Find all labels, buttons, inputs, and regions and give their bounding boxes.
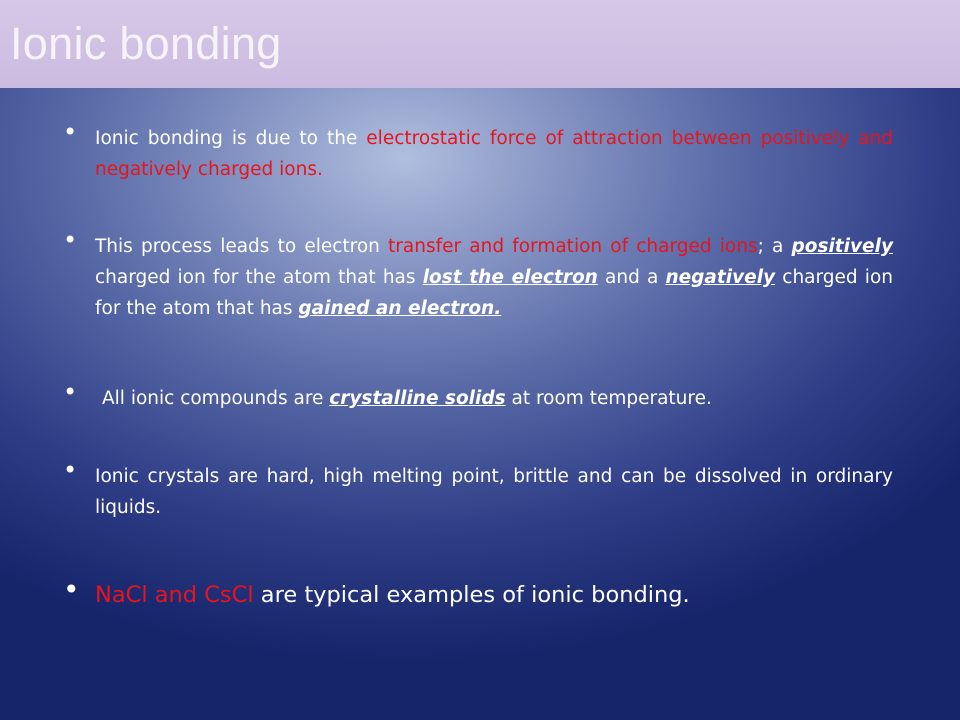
text-segment: . [316,159,323,180]
highlight-text: NaCl and CsCl [95,582,254,608]
slide-title: Ionic bonding [10,18,282,69]
emphasis-text: positively [791,236,893,257]
bullet-text [95,231,893,324]
emphasis-text: lost the electron [422,267,598,288]
text-segment: ; a [757,236,792,257]
bullet-text [102,383,900,414]
text-segment: are typical examples of ionic bonding. [253,582,690,608]
text-segment: This process leads to electron [95,236,389,257]
text-segment: at room temperature. [505,388,712,409]
text-segment: Ionic crystals are hard, high melting point, brittle and can be dissolved in ordinary liquids. [95,466,893,518]
text-segment: and a [597,267,666,288]
bullet-text [95,461,893,523]
bullet-dot-icon: • [63,118,78,146]
text-segment: charged ion for the atom that has [95,267,893,319]
emphasis-text: negatively [665,267,776,288]
bullet-dot-icon: • [63,378,78,406]
highlight-text: transfer and formation of charged ions [388,236,758,257]
emphasis-text: crystalline solids [329,388,506,409]
text-segment: All ionic compounds are [102,388,330,409]
bullet-dot-icon: • [63,456,78,484]
title-bar [0,0,960,88]
bullet-text [95,578,893,612]
text-segment: Ionic bonding is due to the [95,128,367,149]
text-segment: charged ion for the atom that has [95,267,423,288]
emphasis-text: gained an electron. [298,298,502,319]
bullet-text [95,123,893,185]
bullet-dot-icon: • [63,226,78,254]
highlight-text: electrostatic force of attraction between positively and negatively charged ions [95,128,893,180]
bullet-dot-icon: • [63,573,80,606]
